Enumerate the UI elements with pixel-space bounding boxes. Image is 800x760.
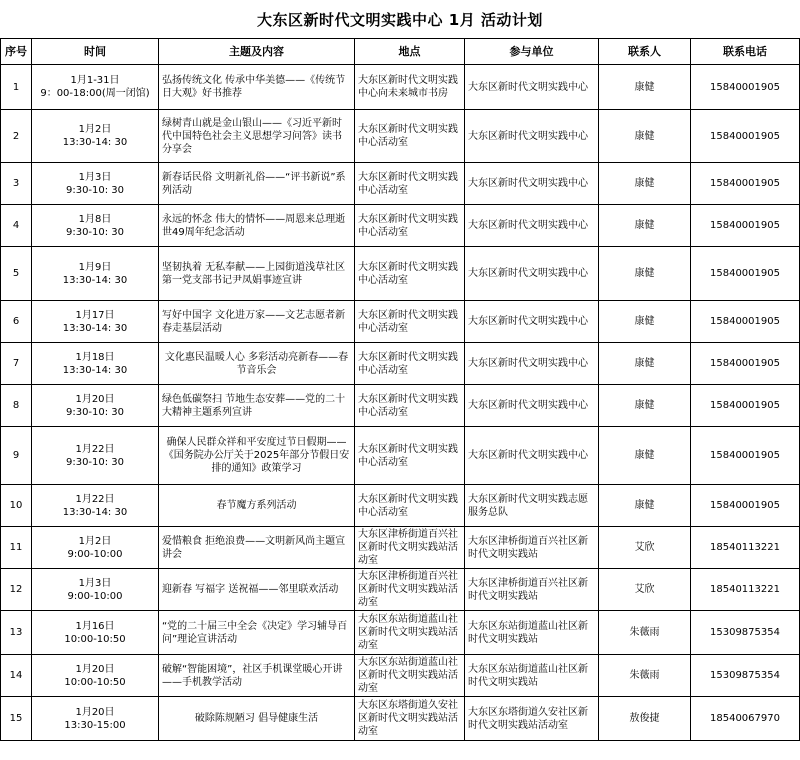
row-org: 大东区新时代文明实践志愿服务总队: [465, 485, 599, 527]
row-date: 1月3日: [78, 577, 112, 589]
row-hours: 13:30-14: 30: [62, 274, 128, 286]
row-phone: 15840001905: [691, 65, 800, 110]
header-theme: 主题及内容: [159, 39, 355, 65]
row-location: 大东区新时代文明实践中心活动室: [355, 205, 465, 247]
row-org: 大东区新时代文明实践中心: [465, 247, 599, 301]
row-date: 1月20日: [75, 706, 115, 718]
row-theme: 确保人民群众祥和平安度过节日假期——《国务院办公厅关于2025年部分节假日安排的通知》政策学习: [159, 427, 355, 485]
row-number: 4: [1, 205, 32, 247]
row-org: 大东区津桥街道百兴社区新时代文明实践站: [465, 527, 599, 569]
row-hours: 13:30-14: 30: [62, 506, 128, 518]
row-location: 大东区新时代文明实践中心活动室: [355, 163, 465, 205]
row-phone: 18540113221: [691, 527, 800, 569]
row-org: 大东区新时代文明实践中心: [465, 385, 599, 427]
row-phone: 15309875354: [691, 655, 800, 697]
table-row: [1, 427, 800, 485]
row-date: 1月20日: [75, 393, 115, 405]
row-location: 大东区新时代文明实践中心活动室: [355, 427, 465, 485]
header-location: 地点: [355, 39, 465, 65]
row-time: [32, 301, 159, 343]
row-phone: 15840001905: [691, 427, 800, 485]
row-hours: 9:00-10:00: [67, 548, 123, 560]
schedule-table: [0, 38, 800, 741]
row-date: 1月16日: [75, 620, 115, 632]
row-hours: 13:30-14: 30: [62, 364, 128, 376]
row-time: [32, 697, 159, 741]
row-date: 1月3日: [78, 171, 112, 183]
header-time: 时间: [32, 39, 159, 65]
row-location: 大东区新时代文明实践中心活动室: [355, 110, 465, 163]
row-date: 1月17日: [75, 309, 115, 321]
row-date: 1月18日: [75, 351, 115, 363]
row-contact: 艾欣: [599, 527, 691, 569]
row-time: [32, 65, 159, 110]
row-location: 大东区新时代文明实践中心活动室: [355, 247, 465, 301]
row-date: 1月2日: [78, 124, 112, 135]
row-theme: 春节魔方系列活动: [159, 485, 355, 527]
row-number: 11: [1, 527, 32, 569]
row-theme: 破除陈规陋习 倡导健康生活: [159, 697, 355, 741]
row-number: 8: [1, 385, 32, 427]
row-org: 大东区津桥街道百兴社区新时代文明实践站: [465, 569, 599, 611]
row-date: 1月22日: [75, 493, 115, 505]
row-contact: 康健: [599, 205, 691, 247]
row-time: [32, 205, 159, 247]
table-row: [1, 527, 800, 569]
row-theme: 弘扬传统文化 传承中华美德——《传统节日大观》好书推荐: [159, 65, 355, 110]
table-row: [1, 163, 800, 205]
row-org: 大东区新时代文明实践中心: [465, 343, 599, 385]
row-hours: 13:30-14: 30: [62, 322, 128, 334]
row-number: 2: [1, 110, 32, 163]
row-time: [32, 110, 159, 163]
row-theme: 绿树青山就是金山银山——《习近平新时代中国特色社会主义思想学习问答》读书分享会: [159, 110, 355, 163]
table-row: [1, 110, 800, 163]
row-time: [32, 611, 159, 655]
row-phone: 15840001905: [691, 301, 800, 343]
row-location: 大东区津桥街道百兴社区新时代文明实践站活动室: [355, 527, 465, 569]
table-row: [1, 301, 800, 343]
row-number: 13: [1, 611, 32, 655]
table-row: [1, 655, 800, 697]
row-date: 1月9日: [78, 261, 112, 273]
row-time: [32, 485, 159, 527]
row-contact: 康健: [599, 163, 691, 205]
row-number: 6: [1, 301, 32, 343]
row-number: 1: [1, 65, 32, 110]
row-time: [32, 343, 159, 385]
row-org: 大东区新时代文明实践中心: [465, 205, 599, 247]
row-date: 1月2日: [78, 535, 112, 547]
row-theme: 绿色低碳祭扫 节地生态安葬——党的二十大精神主题系列宣讲: [159, 385, 355, 427]
row-phone: 15840001905: [691, 385, 800, 427]
row-org: 大东区新时代文明实践中心: [465, 65, 599, 110]
row-hours: 9:30-10: 30: [65, 184, 125, 196]
row-number: 12: [1, 569, 32, 611]
header-contact: 联系人: [599, 39, 691, 65]
row-contact: 康健: [599, 65, 691, 110]
row-theme: 文化惠民温暖人心 多彩活动亮新春——春节音乐会: [159, 343, 355, 385]
row-location: 大东区新时代文明实践中心活动室: [355, 385, 465, 427]
row-number: 9: [1, 427, 32, 485]
header-org: 参与单位: [465, 39, 599, 65]
row-org: 大东区东塔街道久安社区新时代文明实践站活动室: [465, 697, 599, 741]
table-row: [1, 247, 800, 301]
row-contact: 康健: [599, 427, 691, 485]
row-number: 5: [1, 247, 32, 301]
row-phone: 15840001905: [691, 247, 800, 301]
row-date: 1月1-31日: [70, 75, 120, 86]
row-date: 1月20日: [75, 663, 115, 675]
header-phone: 联系电话: [691, 39, 800, 65]
row-theme: 爱惜粮食 拒绝浪费——文明新风尚主题宣讲会: [159, 527, 355, 569]
table-row: [1, 205, 800, 247]
row-phone: 15840001905: [691, 110, 800, 163]
table-row: [1, 697, 800, 741]
row-contact: 康健: [599, 247, 691, 301]
row-hours: 9:30-10: 30: [65, 456, 125, 468]
row-contact: 康健: [599, 301, 691, 343]
table-row: [1, 485, 800, 527]
row-number: 7: [1, 343, 32, 385]
row-org: 大东区东站街道蓝山社区新时代文明实践站: [465, 655, 599, 697]
row-phone: 15309875354: [691, 611, 800, 655]
row-time: [32, 527, 159, 569]
row-contact: 敖俊捷: [599, 697, 691, 741]
row-hours: 13:30-14: 30: [62, 137, 128, 148]
row-phone: 18540067970: [691, 697, 800, 741]
row-org: 大东区东站街道蓝山社区新时代文明实践站: [465, 611, 599, 655]
row-time: [32, 247, 159, 301]
row-hours: 9:30-10: 30: [65, 226, 125, 238]
row-location: 大东区东塔街道久安社区新时代文明实践站活动室: [355, 697, 465, 741]
row-contact: 朱薇雨: [599, 611, 691, 655]
row-location: 大东区东站街道蓝山社区新时代文明实践站活动室: [355, 611, 465, 655]
schedule-body: [1, 65, 800, 741]
row-time: [32, 569, 159, 611]
row-hours: 9:30-10: 30: [65, 406, 125, 418]
row-location: 大东区东站街道蓝山社区新时代文明实践站活动室: [355, 655, 465, 697]
row-theme: 破解“智能困境”，社区手机课堂暖心开讲——手机教学活动: [159, 655, 355, 697]
row-contact: 康健: [599, 485, 691, 527]
row-contact: 朱薇雨: [599, 655, 691, 697]
row-location: 大东区新时代文明实践中心向未来城市书房: [355, 65, 465, 110]
row-contact: 康健: [599, 110, 691, 163]
row-org: 大东区新时代文明实践中心: [465, 301, 599, 343]
row-hours: 10:00-10:50: [64, 676, 126, 688]
row-location: 大东区津桥街道百兴社区新时代文明实践站活动室: [355, 569, 465, 611]
row-theme: “党的二十届三中全会《决定》学习辅导百问”理论宣讲活动: [159, 611, 355, 655]
table-row: [1, 569, 800, 611]
row-theme: 新春话民俗 文明新礼俗——“评书新说”系列活动: [159, 163, 355, 205]
table-row: [1, 65, 800, 110]
row-number: 3: [1, 163, 32, 205]
row-contact: 艾欣: [599, 569, 691, 611]
row-date: 1月22日: [75, 443, 115, 455]
row-theme: 写好中国字 文化进万家——文艺志愿者新春走基层活动: [159, 301, 355, 343]
row-hours: 9：00-18:00(周一闭馆): [40, 88, 150, 99]
row-contact: 康健: [599, 385, 691, 427]
row-phone: 15840001905: [691, 485, 800, 527]
row-number: 15: [1, 697, 32, 741]
row-org: 大东区新时代文明实践中心: [465, 163, 599, 205]
header-row: [1, 39, 800, 65]
row-time: [32, 163, 159, 205]
row-location: 大东区新时代文明实践中心活动室: [355, 485, 465, 527]
row-hours: 10:00-10:50: [64, 633, 126, 645]
row-hours: 9:00-10:00: [67, 590, 123, 602]
row-location: 大东区新时代文明实践中心活动室: [355, 301, 465, 343]
row-org: 大东区新时代文明实践中心: [465, 110, 599, 163]
page-title: 大东区新时代文明实践中心 1月 活动计划: [257, 10, 543, 29]
header-no: 序号: [1, 39, 32, 65]
row-time: [32, 385, 159, 427]
row-number: 10: [1, 485, 32, 527]
row-hours: 13:30-15:00: [64, 719, 126, 731]
row-date: 1月8日: [78, 213, 112, 225]
row-theme: 坚韧执着 无私奉献——上园街道浅草社区第一党支部书记尹凤娟事迹宣讲: [159, 247, 355, 301]
row-phone: 15840001905: [691, 343, 800, 385]
row-time: [32, 427, 159, 485]
row-phone: 18540113221: [691, 569, 800, 611]
row-time: [32, 655, 159, 697]
row-phone: 15840001905: [691, 163, 800, 205]
row-number: 14: [1, 655, 32, 697]
row-location: 大东区新时代文明实践中心活动室: [355, 343, 465, 385]
row-theme: 永远的怀念 伟大的情怀——周恩来总理逝世49周年纪念活动: [159, 205, 355, 247]
row-theme: 迎新春 写福字 送祝福——邻里联欢活动: [159, 569, 355, 611]
row-phone: 15840001905: [691, 205, 800, 247]
table-row: [1, 611, 800, 655]
row-org: 大东区新时代文明实践中心: [465, 427, 599, 485]
row-contact: 康健: [599, 343, 691, 385]
table-row: [1, 385, 800, 427]
table-row: [1, 343, 800, 385]
